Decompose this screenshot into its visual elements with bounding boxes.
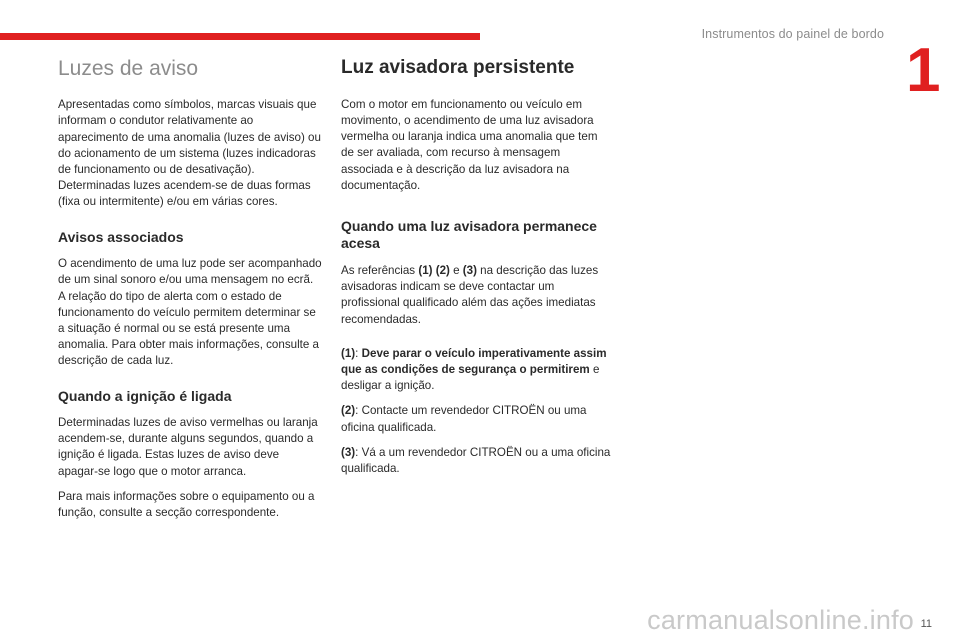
section-title: Instrumentos do painel de bordo <box>701 27 884 41</box>
item-1-text: e desligar a ignição. <box>341 362 600 393</box>
acesa-heading: Quando uma luz avisadora permanece acesa <box>341 217 597 252</box>
intro-paragraph: Apresentadas como símbolos, marcas visuais que informam o condutor relativamente ao aparecimento de uma anomalia (luzes de aviso) ou do acionamento de um sistema (luzes indicadoras de funcionamento ou de desativação). Determinadas luzes acendem-se de duas formas (fixa ou intermitente) e/ou em várias cores. <box>58 98 321 209</box>
persistente-paragraph: Com o motor em funcionamento ou veículo em movimento, o acendimento de uma luz avisadora vermelha ou laranja indica uma anomalia que tem de ser avaliada, com recurso à mensagem associada e à descrição da luz avisadora na documentação. <box>341 97 598 192</box>
item-1-bold: Deve parar o veículo imperativamente assim que as condições de segurança o permitirem <box>341 346 607 376</box>
page-number: 11 <box>920 618 932 630</box>
item-1-label: (1) <box>341 346 356 360</box>
item-3-text: : Vá a um revendedor CITROËN ou a uma oficina qualificada. <box>341 445 611 475</box>
item-2-label: (2) <box>341 404 356 418</box>
item-2 <box>341 403 613 435</box>
referencias-paragraph <box>341 263 613 328</box>
item-3-label: (3) <box>341 445 356 459</box>
section-heading: Luz avisadora persistente <box>341 57 575 78</box>
right-column <box>341 56 613 486</box>
ref-bold-1: (1) (2) <box>418 263 450 277</box>
page-title: Luzes de aviso <box>58 57 199 80</box>
ignicao-paragraph-1: Determinadas luzes de aviso vermelhas ou laranja acendem-se, durante alguns segundos, quando a ignição é ligada. Estas luzes de aviso deve apagar-se logo que o motor arranca. <box>58 416 318 478</box>
ref-text-3: na descrição das luzes avisadoras indicam se deve contactar um profissional qualificado além das ações imediatas recomendadas. <box>341 263 599 326</box>
chapter-number: 1 <box>906 36 941 105</box>
watermark: carmanualsonline.info <box>647 605 914 635</box>
ref-text-2: e <box>449 263 463 277</box>
header-red-bar <box>0 33 480 40</box>
item-2-text: : Contacte um revendedor CITROËN ou uma oficina qualificada. <box>341 404 587 434</box>
avisos-line-1: O acendimento de uma luz pode ser acompanhado de um sinal sonoro e/ou uma mensagem no ecrã. <box>58 257 322 287</box>
avisos-line-2: A relação do tipo de alerta com o estado de funcionamento do veículo permitem determinar se a situação é normal ou se está presente uma anomalia. Para obter mais informações, consulte a descrição de cada luz. <box>58 289 319 368</box>
ignicao-paragraph-2: Para mais informações sobre o equipamento ou a função, consulte a secção correspondente. <box>58 489 315 520</box>
item-1: (1): Deve parar o veículo imperativamente assim que as condições de segurança o permitirem e desligar a ignição. <box>341 346 607 393</box>
ref-text-1: As referências <box>341 263 419 277</box>
ignicao-heading: Quando a ignição é ligada <box>58 387 232 404</box>
avisos-paragraph <box>58 256 322 369</box>
item-3 <box>341 445 613 477</box>
avisos-heading: Avisos associados <box>58 228 184 245</box>
ref-bold-2: (3) <box>462 263 477 277</box>
left-column <box>58 56 322 530</box>
